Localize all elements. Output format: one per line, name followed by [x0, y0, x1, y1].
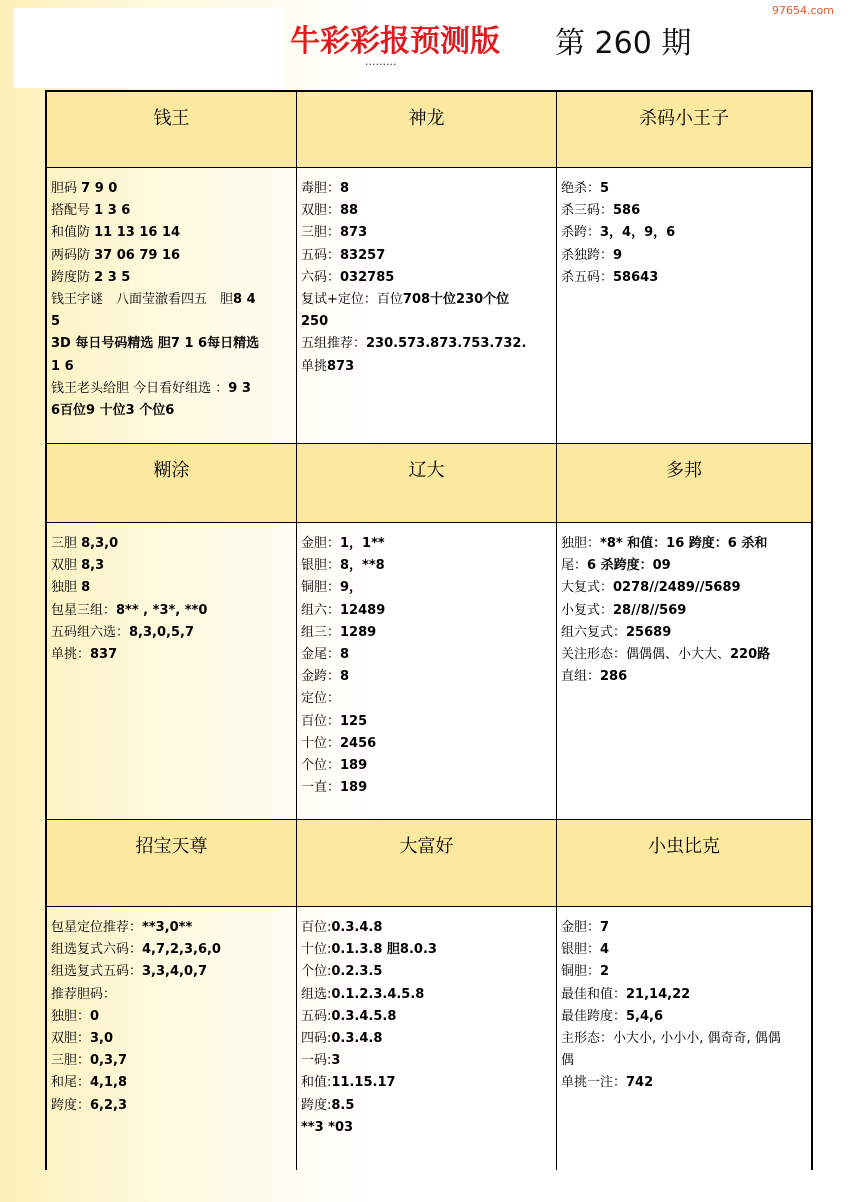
text-line: 十位：2456	[301, 735, 377, 751]
text-line: 和尾：4,1,8	[51, 1075, 128, 1091]
cell-head-dafuhao: 大富好	[297, 820, 556, 906]
text-line: 最佳和值：21,14,22	[561, 986, 691, 1002]
text-line: 双胆 8,3	[51, 558, 105, 574]
text-line: 钱王老头给胆 今日看好组选 ：9 3	[51, 380, 251, 396]
text-line: 和值:11.15.17	[301, 1075, 396, 1091]
cell-body-xiaochong	[557, 911, 811, 1095]
text-line: 独胆：0	[51, 1008, 100, 1024]
text-line: 金跨：8	[301, 669, 350, 685]
text-line: 大复式：0278//2489//5689	[561, 580, 741, 596]
text-line: 金胆：1，1**	[301, 536, 385, 551]
cell-body-shama	[557, 172, 811, 289]
text-line: 组六：12489	[301, 602, 386, 618]
text-line: 一码:3	[301, 1053, 341, 1069]
text-line: 个位：189	[301, 758, 368, 774]
page-title: 牛彩彩报预测版	[290, 24, 500, 59]
grid-hline-r1-head	[47, 167, 811, 168]
text-line: 1 6	[51, 358, 74, 374]
text-line: 包星定位推荐：**3,0**	[51, 920, 193, 935]
text-line: 定位：	[301, 691, 341, 707]
text-line: 双胆：3,0	[51, 1031, 114, 1047]
grid-hline-r2-head	[47, 522, 811, 523]
text-line: 三胆 8,3,0	[51, 536, 119, 551]
text-line: 铜胆：2	[561, 964, 610, 980]
text-line: 6百位9 十位3 个位6	[51, 403, 175, 419]
text-line: 两码防 37 06 79 16	[51, 247, 181, 263]
text-line: 5	[51, 314, 61, 330]
cell-head-zhaobao: 招宝天尊	[47, 820, 296, 906]
text-line: 尾：6 杀跨度：09	[561, 558, 671, 574]
text-line: 组三：1289	[301, 624, 377, 640]
cell-body-dafuhao	[297, 911, 556, 1139]
text-line: 杀独跨：9	[561, 247, 623, 263]
text-line: 组六复式：25689	[561, 624, 672, 640]
cell-body-hutu	[47, 527, 296, 666]
header-subtitle: ·········	[365, 58, 397, 71]
cell-head-hutu: 糊涂	[47, 444, 296, 522]
text-line: 主形态：小大小, 小小小, 偶奇奇, 偶偶	[561, 1031, 781, 1047]
text-line: 杀跨：3，4，9，6	[561, 225, 676, 241]
cell-head-xiaochong: 小虫比克	[557, 820, 811, 906]
text-line: 组选:0.1.2.3.4.5.8	[301, 986, 425, 1002]
text-line: 250	[301, 314, 329, 330]
text-line: 包星三组：8** , *3*, **0	[51, 602, 208, 618]
issue-number: 第 260 期	[555, 26, 692, 61]
text-line: 毒胆：8	[301, 181, 350, 196]
text-line: 独胆 8	[51, 580, 91, 596]
top-right-blank	[706, 8, 850, 82]
text-line: 复试+定位：百位708十位230个位	[301, 292, 510, 308]
text-line: 杀五码：58643	[561, 269, 659, 285]
text-line: 杀三码：586	[561, 203, 641, 219]
text-line: 银胆：4	[561, 942, 610, 958]
text-line: 推荐胆码：	[51, 986, 117, 1002]
text-line: 单挑：837	[51, 647, 118, 663]
text-line: 胆码 7 9 0	[51, 181, 118, 196]
text-line: 直组：286	[561, 669, 628, 685]
cell-head-duobang: 多邦	[557, 444, 811, 522]
text-line: 偶	[561, 1053, 575, 1069]
text-line: 三胆：0,3,7	[51, 1053, 128, 1069]
text-line: 一直：189	[301, 780, 368, 796]
text-line: 跨度防 2 3 5	[51, 269, 131, 285]
text-line: 绝杀：5	[561, 181, 610, 196]
text-line: 银胆：8，**8	[301, 558, 385, 574]
text-line: 铜胆：9，	[301, 580, 363, 596]
text-line: 跨度：6,2,3	[51, 1097, 128, 1113]
text-line: 单挑873	[301, 358, 355, 374]
text-line: 独胆：*8* 和值：16 跨度：6 杀和	[561, 536, 768, 551]
text-line: 小复式：28//8//569	[561, 602, 687, 618]
cell-body-duobang	[557, 527, 811, 688]
text-line: 五码:0.3.4.5.8	[301, 1008, 397, 1024]
text-line: **3 *03	[301, 1119, 354, 1135]
cell-head-liaoda: 辽大	[297, 444, 556, 522]
cell-head-qianwang: 钱王	[47, 92, 296, 167]
text-line: 3D 每日号码精选 胆7 1 6每日精选	[51, 336, 260, 352]
grid-hline-r3-head	[47, 906, 811, 907]
cell-body-shenlong	[297, 172, 556, 378]
watermark-text: 97654.com	[772, 4, 834, 17]
text-line: 百位:0.3.4.8	[301, 920, 383, 935]
text-line: 最佳跨度：5,4,6	[561, 1008, 664, 1024]
text-line: 关注形态：偶偶偶、小大大、220路	[561, 647, 771, 663]
top-left-blank	[14, 8, 284, 88]
text-line: 双胆：88	[301, 203, 359, 219]
cell-body-qianwang	[47, 172, 296, 422]
text-line: 和值防 11 13 16 14	[51, 225, 181, 241]
text-line: 个位:0.2.3.5	[301, 964, 383, 980]
text-line: 跨度:8.5	[301, 1097, 355, 1113]
text-line: 百位：125	[301, 713, 368, 729]
text-line: 十位:0.1.3.8 胆8.0.3	[301, 942, 437, 958]
text-line: 五码组六选：8,3,0,5,7	[51, 624, 194, 640]
cell-head-shama: 杀码小王子	[557, 92, 811, 167]
text-line: 钱王字谜 八面莹澈看四五 胆8 4	[51, 292, 256, 308]
cell-body-liaoda	[297, 527, 556, 799]
prediction-grid	[45, 90, 813, 1170]
text-line: 六码：032785	[301, 269, 395, 285]
text-line: 组选复式五码：3,3,4,0,7	[51, 964, 207, 980]
text-line: 五组推荐：230.573.873.753.732.	[301, 336, 527, 352]
cell-head-shenlong: 神龙	[297, 92, 556, 167]
text-line: 金尾：8	[301, 647, 350, 663]
text-line: 单挑一注：742	[561, 1075, 654, 1091]
text-line: 五码：83257	[301, 247, 386, 263]
cell-body-zhaobao	[47, 911, 296, 1117]
text-line: 组选复式六码：4,7,2,3,6,0	[51, 942, 221, 958]
text-line: 金胆：7	[561, 920, 610, 935]
text-line: 搭配号 1 3 6	[51, 203, 131, 219]
text-line: 四码:0.3.4.8	[301, 1031, 383, 1047]
text-line: 三胆：873	[301, 225, 368, 241]
